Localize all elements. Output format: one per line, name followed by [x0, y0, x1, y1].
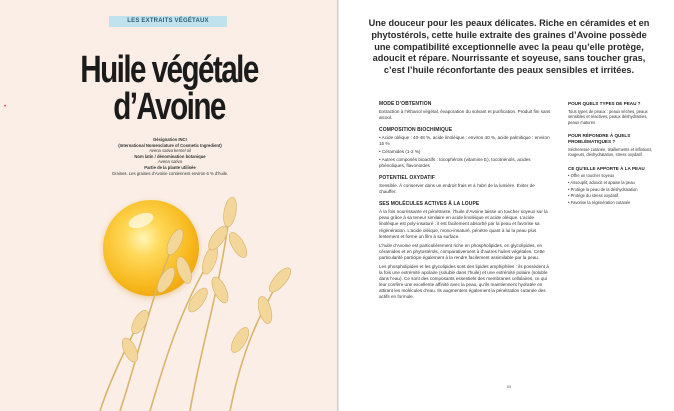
benefit-item: • Offre un toucher soyeux — [568, 173, 658, 179]
oxydatif-heading: POTENTIEL OXYDATIF — [379, 174, 436, 181]
molecules-paragraph-3: Les phospholipides et les glycolipides sont des lipides amphiphiles : ils possèdent à la fois une extrémité apolaire (soluble dans l’huile) et une extrémité polaire (soluble dans l’eau). Ce sont des composants essentiels des membranes cellulaires, ce qui leur confère une excellente affinité avec la peau, qu’ils maintiennent hydratée en attirant les molécules d’eau. Ils augmentent également la pénétration cutanée des actifs en formule. — [379, 263, 549, 300]
part-label: Partie de la plante utilisée — [144, 164, 196, 170]
section-tag: LES EXTRAITS VÉGÉTAUX — [109, 16, 227, 27]
main-column — [379, 101, 551, 307]
section-obtention — [379, 101, 551, 121]
molecules-paragraph-1: À la fois nourrissante et pénétrante, l’huile d’Avoine laisse un toucher soyeux sur la peau grâce à sa teneur similaire en acide linoléique et acide oléique. L’acide linoléique est poly-insaturé : il est facilement absorbé par la peau et favorise sa régénération. L’acide oléique, mono-insaturé, pénètre quant à lui la peau plus lentement et forme un film à sa surface. — [379, 209, 548, 239]
types-text: Tous types de peaux : peaux sèches, peaux sensibles et réactives, peaux déshydratées, peaux matures — [568, 108, 648, 125]
composition-item: • Autres composés bioactifs : tocophérols (vitamine E), tocotriénols, acides phénoliques, flavonoïdes — [379, 157, 551, 169]
molecules-paragraph-2: L’huile d’Avoine est particulièrement riche en phospholipides, en glycolipides, en céramides et en phytostérols, comparativement à d’autres huiles végétales. Cette particularité participe également à la rendre facilement assimilable par la peau. — [379, 242, 545, 260]
inci-value: Avena sativa kernel oil — [149, 148, 191, 154]
title-line-2: d’Avoine — [113, 86, 225, 128]
benefit-item: • Assouplit, adoucit et apaise la peau — [568, 180, 658, 186]
composition-item: • Acide oléique : 40-48 %, acide linoléique : environ 40 %, acide palmitique : environ 15 % — [379, 135, 551, 147]
types-heading: POUR QUELS TYPES DE PEAU ? — [568, 101, 641, 106]
composition-item: • Céramides (1-2 %) — [379, 149, 551, 155]
page-title — [68, 49, 269, 128]
section-composition — [379, 127, 551, 169]
problems-heading: POUR RÉPONDRE À QUELS PROBLÉMATIQUES ? — [568, 133, 631, 144]
problems-text: Sécheresse cutanée, tiraillements et inflations, rougeurs, déshydratation, stress oxydatif — [568, 146, 653, 158]
title-line-1: Huile végétale — [80, 49, 258, 91]
obtention-heading: MODE D’OBTENTION — [379, 101, 432, 107]
molecules-heading: SES MOLÉCULES ACTIVES À LA LOUPE — [379, 201, 480, 208]
right-page — [339, 0, 674, 411]
obtention-text: Extraction à l’éthanol végétal, évaporation du solvant et purification. Produit fini sans alcool. — [379, 109, 551, 121]
benefits-list — [568, 173, 658, 205]
benefit-item: • Favorise la régénération cutanée — [568, 200, 658, 206]
sidebar-column — [568, 101, 658, 206]
intro-paragraph: Une douceur pour les peaux délicates. Riche en céramides et en phytostérols, cette huile extraite des graines d’Avoine possède une compatibilité exceptionnelle avec la peau qu’elle protège, adoucit et répare. Nourrissante et soyeuse, sans toucher gras, c’est l’huile réconfortante des peaux sensibles et irritées. — [368, 18, 650, 76]
inci-sub: (International Nomenclature of Cosmetic Ingredient) — [118, 142, 222, 148]
benefit-item: • Protège du stress oxydatif — [568, 193, 658, 199]
benefits-heading: CE QU’ELLE APPORTE À LA PEAU — [568, 165, 645, 171]
red-mark: • — [4, 104, 7, 110]
latin-label: Nom latin / dénomination botanique — [134, 153, 206, 159]
section-oxydatif — [379, 175, 551, 195]
composition-list — [379, 135, 551, 168]
page-number: 85 — [506, 384, 512, 389]
oxydatif-text: Sensible. À conserver dans un endroit frais et à l’abri de la lumière. Éviter de chauffer. — [379, 182, 535, 195]
oat-stems-illustration — [80, 150, 338, 411]
latin-value: Avena sativa — [158, 159, 182, 165]
benefit-item: • Protège la peau de la déshydratation — [568, 187, 658, 193]
inci-label: Désignation INCI — [153, 137, 187, 142]
section-molecules — [379, 201, 551, 300]
part-value: Graines. Les graines d’Avoine contiennent environ 6 % d’huile. — [111, 170, 229, 176]
composition-heading: COMPOSITION BIOCHIMIQUE — [379, 127, 453, 134]
